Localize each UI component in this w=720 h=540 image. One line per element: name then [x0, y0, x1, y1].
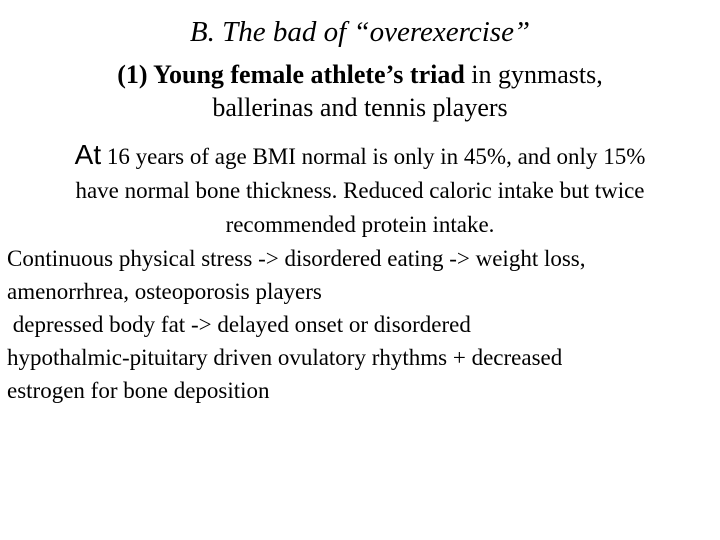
paragraph-stress-line-2: amenorrhrea, osteoporosis players: [7, 279, 322, 304]
paragraph-bmi-lead-word: At: [74, 139, 102, 170]
paragraph-bmi-line-3: recommended protein intake.: [225, 212, 495, 237]
paragraph-bmi-line-1-rest: 16 years of age BMI normal is only in 45%, and only 15%: [101, 144, 646, 169]
subtitle-line-1: [20, 58, 700, 91]
paragraph-stress-line-1: Continuous physical stress -> disordered eating -> weight loss,: [7, 246, 586, 271]
paragraph-bmi-line-2: have normal bone thickness. Reduced caloric intake but twice: [75, 178, 645, 203]
paragraph-stress: [7, 242, 717, 407]
slide-subtitle: [20, 58, 700, 124]
paragraph-stress-line-4: hypothalmic-pituitary driven ovulatory rhythms + decreased: [7, 345, 563, 370]
paragraph-stress-line-3: depressed body fat -> delayed onset or disordered: [7, 312, 471, 337]
slide-title: B. The bad of “overexercise”: [189, 16, 531, 48]
paragraph-stress-line-5: estrogen for bone deposition: [7, 378, 270, 403]
subtitle-line-2: ballerinas and tennis players: [212, 93, 508, 122]
subtitle-bold-term: (1) Young female athlete’s triad: [117, 60, 465, 89]
paragraph-bmi: [6, 138, 714, 242]
subtitle-line-1-rest: in gynmasts,: [464, 60, 603, 89]
paragraph-bmi-line-1: [6, 138, 714, 174]
